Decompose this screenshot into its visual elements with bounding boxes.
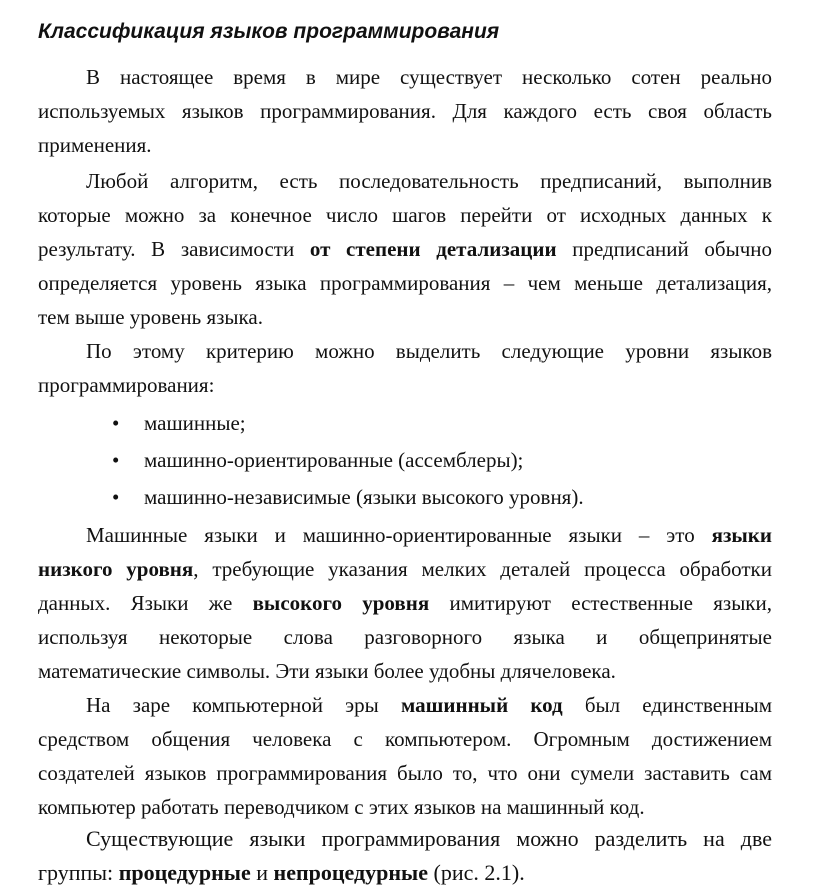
paragraph-4-line-1 bbox=[86, 518, 772, 552]
bold-term-nonprocedural: непроцедурные bbox=[273, 860, 428, 885]
text-run: был единственным bbox=[562, 693, 773, 717]
bullet-text: машинно-ориентированные (ассемблеры); bbox=[144, 448, 524, 472]
paragraph-2-line-4: определяется уровень языка программирования – чем меньше детализация, bbox=[38, 271, 772, 295]
paragraph-6-line-1: Существующие языки программирования можно разделить на две bbox=[86, 826, 772, 851]
text-run: имитируют естественные языки, bbox=[429, 591, 773, 615]
bold-term-procedural: процедурные bbox=[118, 860, 251, 885]
paragraph-5-line-3: создателей языков программирования было то, что они сумели заставить сам bbox=[38, 761, 772, 785]
paragraph-1-line-1: В настоящее время в мире существует несколько сотен реально bbox=[86, 65, 772, 89]
bullet-icon: • bbox=[112, 448, 120, 472]
bold-term-low-level: низкого уровня bbox=[38, 557, 194, 581]
paragraph-1-line-2: используемых языков программирования. Для каждого есть своя область bbox=[38, 99, 772, 123]
bold-term-detail-level: от степени детализации bbox=[309, 237, 557, 261]
paragraph-6-line-2 bbox=[38, 856, 772, 890]
text-run: , требующие указания мелких деталей процесса обработки bbox=[193, 557, 772, 581]
bold-term-machine-code: машинный код bbox=[400, 693, 563, 717]
paragraph-4-line-2 bbox=[38, 552, 772, 586]
bullet-text: машинно-независимые (языки высокого уровня). bbox=[144, 485, 584, 509]
paragraph-1-line-3: применения. bbox=[38, 133, 152, 157]
paragraph-4-line-5: математические символы. Эти языки более удобны длячеловека. bbox=[38, 659, 616, 683]
document-title: Классификация языков программирования bbox=[38, 20, 500, 43]
paragraph-4-line-3 bbox=[38, 586, 772, 620]
bullet-icon: • bbox=[112, 485, 120, 509]
text-run: предписаний обычно bbox=[556, 237, 772, 261]
paragraph-5-line-4: компьютер работать переводчиком с этих языков на машинный код. bbox=[38, 795, 645, 819]
paragraph-4-line-4: используя некоторые слова разговорного языка и общепринятые bbox=[38, 625, 772, 649]
paragraph-5-line-2: средством общения человека с компьютером. Огромным достижением bbox=[38, 727, 772, 751]
figure-reference: (рис. 2.1). bbox=[428, 860, 525, 885]
bold-term-high-level: высокого уровня bbox=[252, 591, 430, 615]
bold-term-languages: языки bbox=[711, 523, 772, 547]
paragraph-2-line-3 bbox=[38, 232, 772, 266]
paragraph-5-line-1 bbox=[86, 688, 772, 722]
bullet-icon: • bbox=[112, 411, 120, 435]
text-run: группы: bbox=[38, 860, 119, 885]
paragraph-3-line-1: По этому критерию можно выделить следующие уровни языков bbox=[86, 339, 772, 363]
text-run: результату. В зависимости bbox=[38, 237, 310, 261]
text-run: данных. Языки же bbox=[38, 591, 253, 615]
text-run: и bbox=[250, 860, 274, 885]
text-run: Машинные языки и машинно-ориентированные языки – это bbox=[86, 523, 712, 547]
paragraph-2-line-5: тем выше уровень языка. bbox=[38, 305, 264, 329]
bullet-text: машинные; bbox=[144, 411, 246, 435]
paragraph-3-line-2: программирования: bbox=[38, 373, 215, 397]
paragraph-2-line-1: Любой алгоритм, есть последовательность предписаний, выполнив bbox=[86, 169, 772, 193]
text-run: На заре компьютерной эры bbox=[86, 693, 401, 717]
paragraph-2-line-2: которые можно за конечное число шагов перейти от исходных данных к bbox=[38, 203, 772, 227]
